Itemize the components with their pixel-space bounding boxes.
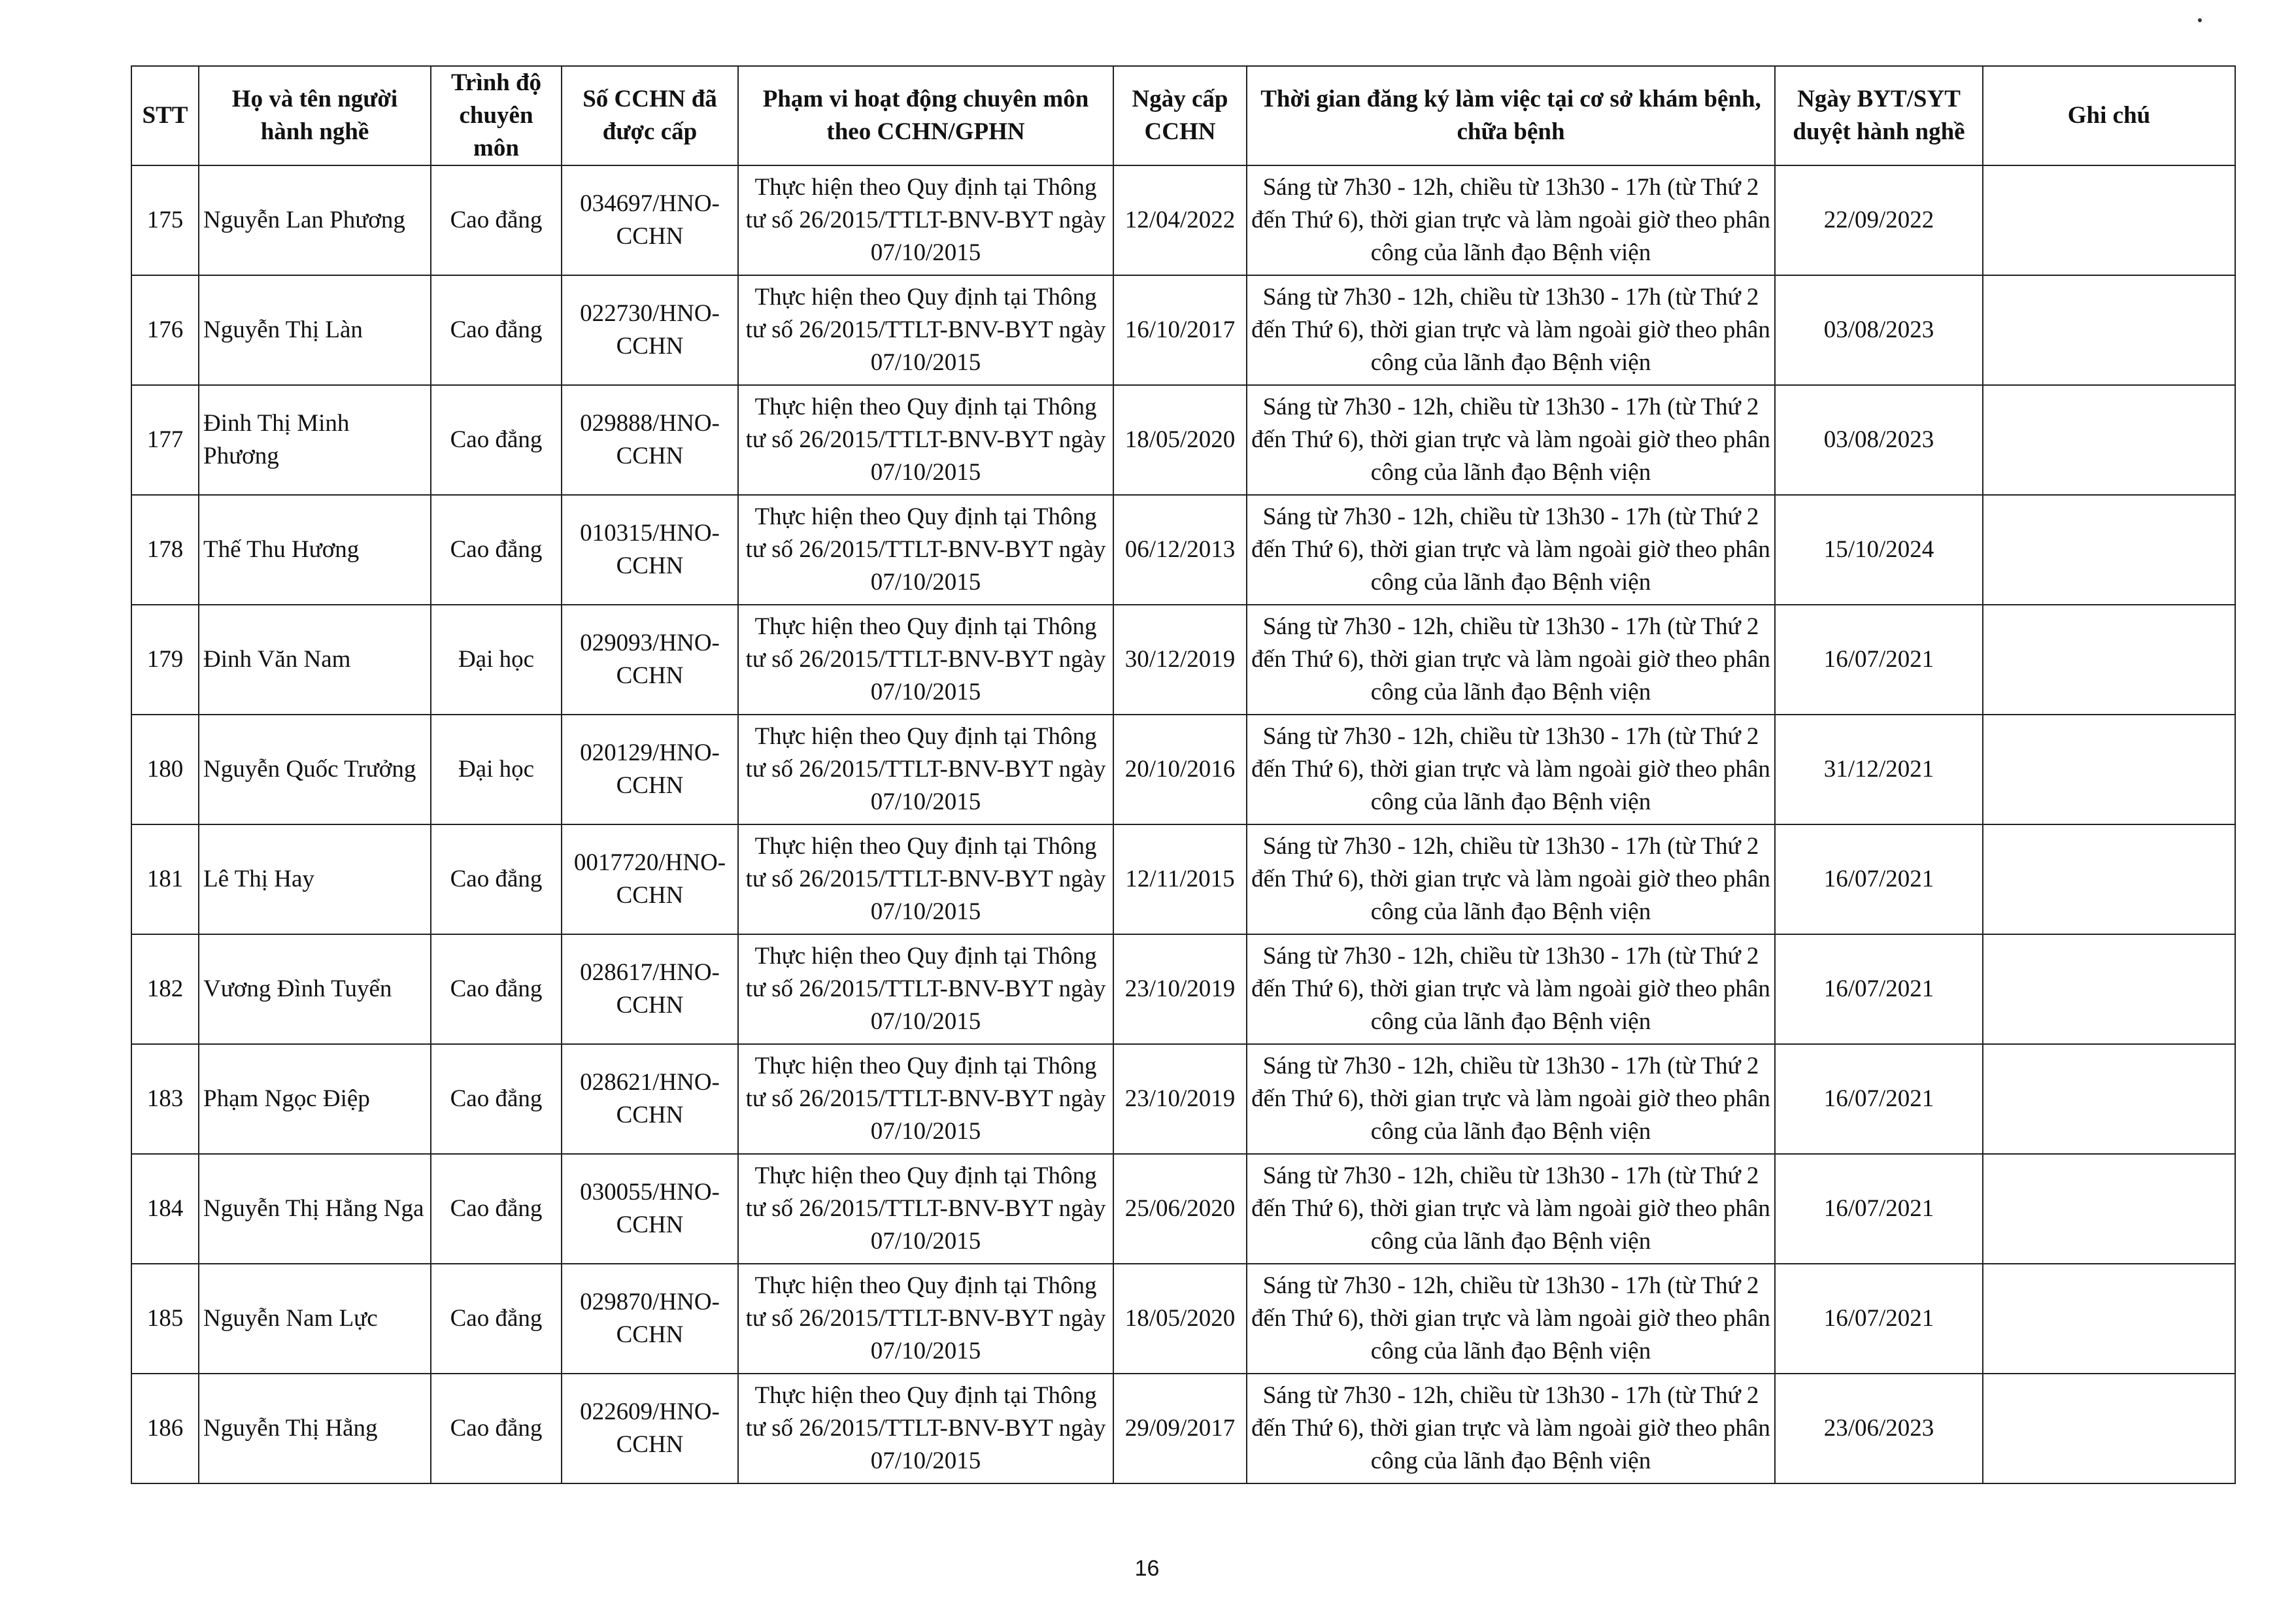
table-header-row bbox=[131, 66, 2235, 165]
cell-cert: 028621/HNO-CCHN bbox=[562, 1044, 738, 1154]
table-row bbox=[131, 1264, 2235, 1374]
cell-schedule: Sáng từ 7h30 - 12h, chiều từ 13h30 - 17h (từ Thứ 2 đến Thứ 6), thời gian trực và làm ngoài giờ theo phân công của lãnh đạo Bệnh viện bbox=[1247, 1374, 1775, 1483]
cell-approved: 31/12/2021 bbox=[1775, 715, 1983, 824]
table-row bbox=[131, 275, 2235, 385]
cell-stt: 175 bbox=[131, 165, 199, 275]
cell-scope: Thực hiện theo Quy định tại Thông tư số 26/2015/TTLT-BNV-BYT ngày 07/10/2015 bbox=[738, 1264, 1113, 1374]
table-row bbox=[131, 824, 2235, 934]
cell-cert: 022609/HNO-CCHN bbox=[562, 1374, 738, 1483]
cell-level: Cao đẳng bbox=[431, 1264, 562, 1374]
cell-schedule: Sáng từ 7h30 - 12h, chiều từ 13h30 - 17h (từ Thứ 2 đến Thứ 6), thời gian trực và làm ngoài giờ theo phân công của lãnh đạo Bệnh viện bbox=[1247, 495, 1775, 605]
cell-name: Nguyễn Quốc Trưởng bbox=[199, 715, 431, 824]
cell-stt: 178 bbox=[131, 495, 199, 605]
table-row bbox=[131, 1374, 2235, 1483]
cell-level: Cao đẳng bbox=[431, 1374, 562, 1483]
table-row bbox=[131, 605, 2235, 715]
practitioner-table bbox=[131, 65, 2236, 1484]
cell-schedule: Sáng từ 7h30 - 12h, chiều từ 13h30 - 17h (từ Thứ 2 đến Thứ 6), thời gian trực và làm ngoài giờ theo phân công của lãnh đạo Bệnh viện bbox=[1247, 605, 1775, 715]
cell-note bbox=[1983, 165, 2235, 275]
cell-issued: 25/06/2020 bbox=[1113, 1154, 1247, 1264]
cell-stt: 182 bbox=[131, 934, 199, 1044]
cell-level: Cao đẳng bbox=[431, 495, 562, 605]
cell-name: Nguyễn Thị Làn bbox=[199, 275, 431, 385]
cell-approved: 16/07/2021 bbox=[1775, 934, 1983, 1044]
cell-approved: 16/07/2021 bbox=[1775, 1264, 1983, 1374]
cell-note bbox=[1983, 1154, 2235, 1264]
cell-cert: 029870/HNO-CCHN bbox=[562, 1264, 738, 1374]
cell-name: Vương Đình Tuyển bbox=[199, 934, 431, 1044]
cell-schedule: Sáng từ 7h30 - 12h, chiều từ 13h30 - 17h (từ Thứ 2 đến Thứ 6), thời gian trực và làm ngoài giờ theo phân công của lãnh đạo Bệnh viện bbox=[1247, 824, 1775, 934]
cell-name: Nguyễn Nam Lực bbox=[199, 1264, 431, 1374]
cell-note bbox=[1983, 934, 2235, 1044]
cell-name: Nguyễn Thị Hằng bbox=[199, 1374, 431, 1483]
cell-level: Cao đẳng bbox=[431, 824, 562, 934]
header-approved: Ngày BYT/SYT duyệt hành nghề bbox=[1775, 66, 1983, 165]
cell-scope: Thực hiện theo Quy định tại Thông tư số 26/2015/TTLT-BNV-BYT ngày 07/10/2015 bbox=[738, 275, 1113, 385]
cell-scope: Thực hiện theo Quy định tại Thông tư số 26/2015/TTLT-BNV-BYT ngày 07/10/2015 bbox=[738, 934, 1113, 1044]
cell-schedule: Sáng từ 7h30 - 12h, chiều từ 13h30 - 17h (từ Thứ 2 đến Thứ 6), thời gian trực và làm ngoài giờ theo phân công của lãnh đạo Bệnh viện bbox=[1247, 1044, 1775, 1154]
table-body bbox=[131, 165, 2235, 1483]
cell-note bbox=[1983, 1264, 2235, 1374]
cell-level: Đại học bbox=[431, 605, 562, 715]
cell-note bbox=[1983, 824, 2235, 934]
cell-note bbox=[1983, 715, 2235, 824]
cell-cert: 020129/HNO-CCHN bbox=[562, 715, 738, 824]
table-row bbox=[131, 1154, 2235, 1264]
cell-scope: Thực hiện theo Quy định tại Thông tư số 26/2015/TTLT-BNV-BYT ngày 07/10/2015 bbox=[738, 1154, 1113, 1264]
cell-note bbox=[1983, 605, 2235, 715]
cell-issued: 18/05/2020 bbox=[1113, 1264, 1247, 1374]
cell-note bbox=[1983, 275, 2235, 385]
page-number: 16 bbox=[1134, 1556, 1160, 1581]
cell-issued: 12/11/2015 bbox=[1113, 824, 1247, 934]
cell-stt: 183 bbox=[131, 1044, 199, 1154]
cell-approved: 16/07/2021 bbox=[1775, 1154, 1983, 1264]
cell-issued: 23/10/2019 bbox=[1113, 1044, 1247, 1154]
cell-approved: 03/08/2023 bbox=[1775, 275, 1983, 385]
header-issued: Ngày cấp CCHN bbox=[1113, 66, 1247, 165]
cell-approved: 16/07/2021 bbox=[1775, 824, 1983, 934]
table-row bbox=[131, 385, 2235, 495]
cell-approved: 15/10/2024 bbox=[1775, 495, 1983, 605]
table-row bbox=[131, 715, 2235, 824]
cell-level: Đại học bbox=[431, 715, 562, 824]
table-row bbox=[131, 1044, 2235, 1154]
cell-scope: Thực hiện theo Quy định tại Thông tư số 26/2015/TTLT-BNV-BYT ngày 07/10/2015 bbox=[738, 1374, 1113, 1483]
header-name: Họ và tên người hành nghề bbox=[199, 66, 431, 165]
cell-scope: Thực hiện theo Quy định tại Thông tư số 26/2015/TTLT-BNV-BYT ngày 07/10/2015 bbox=[738, 715, 1113, 824]
cell-cert: 022730/HNO-CCHN bbox=[562, 275, 738, 385]
cell-schedule: Sáng từ 7h30 - 12h, chiều từ 13h30 - 17h (từ Thứ 2 đến Thứ 6), thời gian trực và làm ngoài giờ theo phân công của lãnh đạo Bệnh viện bbox=[1247, 934, 1775, 1044]
cell-approved: 22/09/2022 bbox=[1775, 165, 1983, 275]
table-row bbox=[131, 934, 2235, 1044]
cell-cert: 030055/HNO-CCHN bbox=[562, 1154, 738, 1264]
cell-level: Cao đẳng bbox=[431, 275, 562, 385]
cell-stt: 184 bbox=[131, 1154, 199, 1264]
cell-schedule: Sáng từ 7h30 - 12h, chiều từ 13h30 - 17h (từ Thứ 2 đến Thứ 6), thời gian trực và làm ngoài giờ theo phân công của lãnh đạo Bệnh viện bbox=[1247, 1264, 1775, 1374]
cell-scope: Thực hiện theo Quy định tại Thông tư số 26/2015/TTLT-BNV-BYT ngày 07/10/2015 bbox=[738, 165, 1113, 275]
cell-name: Đinh Văn Nam bbox=[199, 605, 431, 715]
cell-stt: 177 bbox=[131, 385, 199, 495]
cell-schedule: Sáng từ 7h30 - 12h, chiều từ 13h30 - 17h (từ Thứ 2 đến Thứ 6), thời gian trực và làm ngoài giờ theo phân công của lãnh đạo Bệnh viện bbox=[1247, 1154, 1775, 1264]
cell-stt: 181 bbox=[131, 824, 199, 934]
cell-name: Đinh Thị Minh Phương bbox=[199, 385, 431, 495]
cell-schedule: Sáng từ 7h30 - 12h, chiều từ 13h30 - 17h (từ Thứ 2 đến Thứ 6), thời gian trực và làm ngoài giờ theo phân công của lãnh đạo Bệnh viện bbox=[1247, 385, 1775, 495]
cell-approved: 16/07/2021 bbox=[1775, 605, 1983, 715]
cell-name: Thế Thu Hương bbox=[199, 495, 431, 605]
cell-note bbox=[1983, 385, 2235, 495]
cell-stt: 185 bbox=[131, 1264, 199, 1374]
cell-approved: 03/08/2023 bbox=[1775, 385, 1983, 495]
cell-note bbox=[1983, 1374, 2235, 1483]
cell-cert: 010315/HNO-CCHN bbox=[562, 495, 738, 605]
cell-scope: Thực hiện theo Quy định tại Thông tư số 26/2015/TTLT-BNV-BYT ngày 07/10/2015 bbox=[738, 385, 1113, 495]
table-row bbox=[131, 495, 2235, 605]
cell-level: Cao đẳng bbox=[431, 1044, 562, 1154]
cell-schedule: Sáng từ 7h30 - 12h, chiều từ 13h30 - 17h (từ Thứ 2 đến Thứ 6), thời gian trực và làm ngoài giờ theo phân công của lãnh đạo Bệnh viện bbox=[1247, 165, 1775, 275]
cell-level: Cao đẳng bbox=[431, 385, 562, 495]
cell-cert: 028617/HNO-CCHN bbox=[562, 934, 738, 1044]
cell-stt: 179 bbox=[131, 605, 199, 715]
cell-scope: Thực hiện theo Quy định tại Thông tư số 26/2015/TTLT-BNV-BYT ngày 07/10/2015 bbox=[738, 605, 1113, 715]
cell-cert: 029888/HNO-CCHN bbox=[562, 385, 738, 495]
cell-issued: 18/05/2020 bbox=[1113, 385, 1247, 495]
table-row bbox=[131, 165, 2235, 275]
cell-issued: 23/10/2019 bbox=[1113, 934, 1247, 1044]
cell-cert: 0017720/HNO-CCHN bbox=[562, 824, 738, 934]
cell-issued: 06/12/2013 bbox=[1113, 495, 1247, 605]
cell-issued: 12/04/2022 bbox=[1113, 165, 1247, 275]
header-scope: Phạm vi hoạt động chuyên môn theo CCHN/GPHN bbox=[738, 66, 1113, 165]
cell-approved: 16/07/2021 bbox=[1775, 1044, 1983, 1154]
scan-speck bbox=[2198, 18, 2202, 22]
cell-scope: Thực hiện theo Quy định tại Thông tư số 26/2015/TTLT-BNV-BYT ngày 07/10/2015 bbox=[738, 824, 1113, 934]
cell-name: Phạm Ngọc Điệp bbox=[199, 1044, 431, 1154]
header-level: Trình độ chuyên môn bbox=[431, 66, 562, 165]
cell-name: Nguyễn Thị Hằng Nga bbox=[199, 1154, 431, 1264]
cell-stt: 186 bbox=[131, 1374, 199, 1483]
cell-name: Nguyễn Lan Phương bbox=[199, 165, 431, 275]
cell-level: Cao đẳng bbox=[431, 165, 562, 275]
cell-issued: 20/10/2016 bbox=[1113, 715, 1247, 824]
cell-issued: 16/10/2017 bbox=[1113, 275, 1247, 385]
cell-cert: 029093/HNO-CCHN bbox=[562, 605, 738, 715]
cell-scope: Thực hiện theo Quy định tại Thông tư số 26/2015/TTLT-BNV-BYT ngày 07/10/2015 bbox=[738, 1044, 1113, 1154]
cell-approved: 23/06/2023 bbox=[1775, 1374, 1983, 1483]
header-schedule: Thời gian đăng ký làm việc tại cơ sở khám bệnh, chữa bệnh bbox=[1247, 66, 1775, 165]
cell-issued: 29/09/2017 bbox=[1113, 1374, 1247, 1483]
header-cert: Số CCHN đã được cấp bbox=[562, 66, 738, 165]
cell-issued: 30/12/2019 bbox=[1113, 605, 1247, 715]
cell-note bbox=[1983, 495, 2235, 605]
cell-name: Lê Thị Hay bbox=[199, 824, 431, 934]
cell-level: Cao đẳng bbox=[431, 934, 562, 1044]
cell-stt: 176 bbox=[131, 275, 199, 385]
cell-level: Cao đẳng bbox=[431, 1154, 562, 1264]
cell-schedule: Sáng từ 7h30 - 12h, chiều từ 13h30 - 17h (từ Thứ 2 đến Thứ 6), thời gian trực và làm ngoài giờ theo phân công của lãnh đạo Bệnh viện bbox=[1247, 715, 1775, 824]
cell-cert: 034697/HNO-CCHN bbox=[562, 165, 738, 275]
cell-schedule: Sáng từ 7h30 - 12h, chiều từ 13h30 - 17h (từ Thứ 2 đến Thứ 6), thời gian trực và làm ngoài giờ theo phân công của lãnh đạo Bệnh viện bbox=[1247, 275, 1775, 385]
cell-scope: Thực hiện theo Quy định tại Thông tư số 26/2015/TTLT-BNV-BYT ngày 07/10/2015 bbox=[738, 495, 1113, 605]
header-stt: STT bbox=[131, 66, 199, 165]
cell-stt: 180 bbox=[131, 715, 199, 824]
cell-note bbox=[1983, 1044, 2235, 1154]
header-note: Ghi chú bbox=[1983, 66, 2235, 165]
